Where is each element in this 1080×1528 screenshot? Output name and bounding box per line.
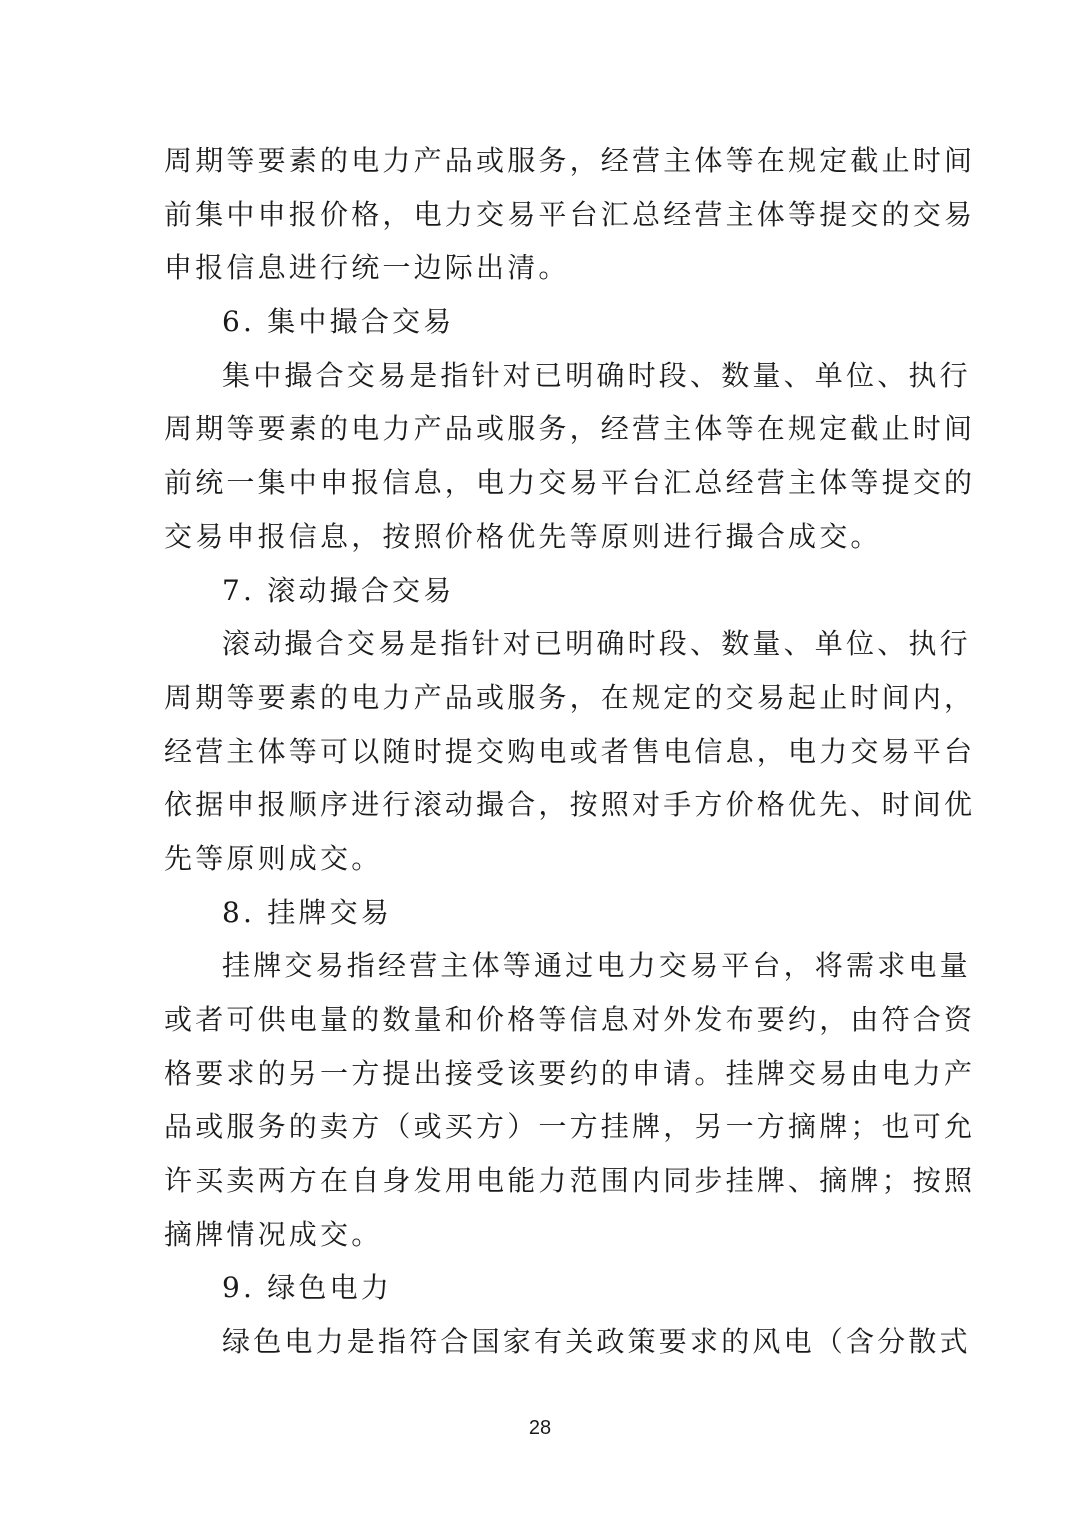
text-line: 申报信息进行统一边际出清。: [164, 251, 570, 285]
text-line: 挂牌交易指经营主体等通过电力交易平台，将需求电量: [222, 949, 971, 983]
section-heading-6: 6. 集中撮合交易: [222, 305, 455, 339]
section-heading-7: 7. 滚动撮合交易: [222, 573, 455, 607]
text-line: 绿色电力是指符合国家有关政策要求的风电（含分散式: [222, 1325, 971, 1359]
page-number: 28: [528, 1417, 552, 1439]
text-line: 格要求的另一方提出接受该要约的申请。挂牌交易由电力产: [164, 1056, 976, 1090]
text-line: 周期等要素的电力产品或服务，经营主体等在规定截止时间: [164, 412, 976, 446]
text-line: 前集中申报价格，电力交易平台汇总经营主体等提交的交易: [164, 197, 976, 231]
text-line: 依据申报顺序进行滚动撮合，按照对手方价格优先、时间优: [164, 788, 976, 822]
text-line: 周期等要素的电力产品或服务，经营主体等在规定截止时间: [164, 144, 976, 177]
text-line: 经营主体等可以随时提交购电或者售电信息，电力交易平台: [164, 734, 976, 768]
text-line: 交易申报信息，按照价格优先等原则进行撮合成交。: [164, 519, 882, 553]
section-heading-9: 9. 绿色电力: [222, 1271, 393, 1305]
section-heading-8: 8. 挂牌交易: [222, 895, 393, 929]
text-line: 前统一集中申报信息，电力交易平台汇总经营主体等提交的: [164, 466, 976, 500]
body-text: [164, 134, 976, 1369]
text-line: 品或服务的卖方（或买方）一方挂牌，另一方摘牌；也可允: [164, 1110, 976, 1144]
text-line: 或者可供电量的数量和价格等信息对外发布要约，由符合资: [164, 1003, 976, 1036]
text-line: 先等原则成交。: [164, 841, 383, 875]
text-line: 滚动撮合交易是指针对已明确时段、数量、单位、执行: [222, 627, 971, 661]
text-line: 摘牌情况成交。: [164, 1217, 383, 1251]
text-line: 周期等要素的电力产品或服务，在规定的交易起止时间内，: [164, 680, 976, 714]
text-line: 许买卖两方在自身发用电能力范围内同步挂牌、摘牌；按照: [164, 1164, 976, 1198]
text-line: 集中撮合交易是指针对已明确时段、数量、单位、执行: [222, 358, 971, 392]
